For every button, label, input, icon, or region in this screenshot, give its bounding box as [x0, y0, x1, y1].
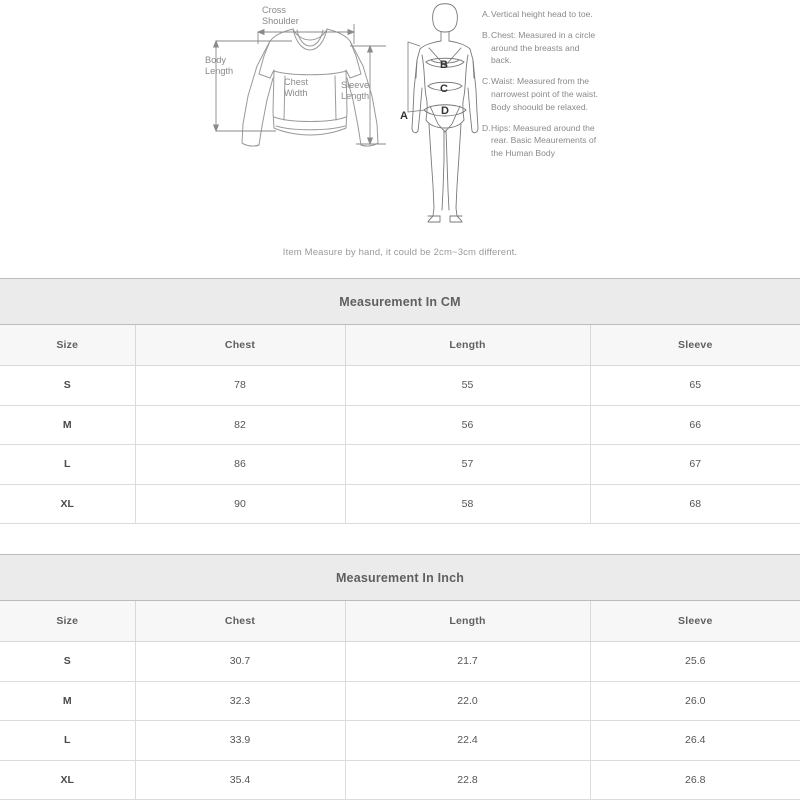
info-letter-d: D.: [482, 122, 491, 133]
table-header-row: [0, 325, 800, 366]
cross-shoulder-label-line2: Shoulder: [262, 16, 299, 26]
info-item-d: [482, 122, 602, 160]
column-header-chest: Chest: [135, 601, 345, 642]
cell-size: S: [0, 642, 135, 682]
cell-length: 55: [345, 366, 590, 406]
table-separator-gap: [0, 524, 800, 554]
cell-chest: 33.9: [135, 721, 345, 761]
chest-width-label-line1: Chest: [284, 77, 309, 87]
table-title-row: [0, 279, 800, 325]
table-row: [0, 405, 800, 445]
cell-chest: 30.7: [135, 642, 345, 682]
cell-chest: 86: [135, 445, 345, 485]
cell-size: XL: [0, 760, 135, 800]
table-row: [0, 760, 800, 800]
info-letter-c: C.: [482, 76, 491, 87]
cell-chest: 78: [135, 366, 345, 406]
chest-width-label-line2: Width: [284, 88, 308, 98]
garment-diagram: [200, 0, 400, 185]
cell-chest: 35.4: [135, 760, 345, 800]
body-length-label-line1: Body: [205, 55, 226, 65]
column-header-size: Size: [0, 325, 135, 366]
info-text-a: Vertical height head to toe.: [491, 9, 593, 19]
column-header-sleeve: Sleeve: [590, 601, 800, 642]
body-marker-b: B: [440, 59, 448, 71]
column-header-sleeve: Sleeve: [590, 325, 800, 366]
cross-shoulder-label-line1: Cross: [262, 5, 286, 15]
column-header-chest: Chest: [135, 325, 345, 366]
cell-size: XL: [0, 484, 135, 524]
measurement-table-cm: [0, 278, 800, 524]
cell-sleeve: 66: [590, 405, 800, 445]
cell-size: M: [0, 405, 135, 445]
cell-length: 56: [345, 405, 590, 445]
cell-sleeve: 67: [590, 445, 800, 485]
table-row: [0, 642, 800, 682]
sleeve-length-label-line2: Length: [341, 91, 370, 101]
column-header-size: Size: [0, 601, 135, 642]
info-item-a: [482, 8, 602, 21]
info-text-c: Waist: Measured from the narrowest point of the waist. Body shoould be relaxed.: [491, 76, 598, 112]
cell-size: L: [0, 445, 135, 485]
cell-length: 22.8: [345, 760, 590, 800]
cell-sleeve: 25.6: [590, 642, 800, 682]
body-length-label-line2: Length: [205, 66, 234, 76]
info-letter-a: A.: [482, 9, 491, 19]
table-title-row: [0, 555, 800, 601]
cell-chest: 32.3: [135, 681, 345, 721]
sleeve-length-label-line1: Sleeve: [341, 80, 370, 90]
table-row: [0, 366, 800, 406]
cell-size: M: [0, 681, 135, 721]
info-item-c: [482, 75, 602, 113]
cell-sleeve: 68: [590, 484, 800, 524]
cell-sleeve: 26.0: [590, 681, 800, 721]
column-header-length: Length: [345, 325, 590, 366]
cell-chest: 90: [135, 484, 345, 524]
cell-sleeve: 26.8: [590, 760, 800, 800]
table-title-cm: Measurement In CM: [0, 279, 800, 325]
cell-chest: 82: [135, 405, 345, 445]
cell-length: 58: [345, 484, 590, 524]
cell-sleeve: 26.4: [590, 721, 800, 761]
body-figure-diagram: [400, 0, 490, 232]
table-row: [0, 721, 800, 761]
info-text-b: Chest: Measured in a circle around the breasts and back.: [491, 30, 596, 66]
info-text-d: Hips: Measured around the rear. Basic Meaurements of the Human Body: [491, 122, 597, 158]
cell-length: 22.4: [345, 721, 590, 761]
body-marker-d: D: [441, 105, 449, 117]
body-marker-c: C: [440, 83, 448, 95]
table-row: [0, 484, 800, 524]
table-row: [0, 445, 800, 485]
info-item-b: [482, 29, 602, 67]
table-title-inch: Measurement In Inch: [0, 555, 800, 601]
cell-sleeve: 65: [590, 366, 800, 406]
cell-length: 21.7: [345, 642, 590, 682]
table-header-row: [0, 601, 800, 642]
cell-size: L: [0, 721, 135, 761]
measurement-info-list: [482, 8, 602, 168]
body-marker-a: A: [400, 110, 408, 122]
table-row: [0, 681, 800, 721]
info-letter-b: B.: [482, 30, 491, 41]
cell-length: 22.0: [345, 681, 590, 721]
measurement-table-inch: [0, 554, 800, 800]
cell-length: 57: [345, 445, 590, 485]
measurement-diagram-block: [0, 0, 800, 278]
hand-measure-note: Item Measure by hand, it could be 2cm~3cm different.: [282, 247, 518, 258]
column-header-length: Length: [345, 601, 590, 642]
cell-size: S: [0, 366, 135, 406]
